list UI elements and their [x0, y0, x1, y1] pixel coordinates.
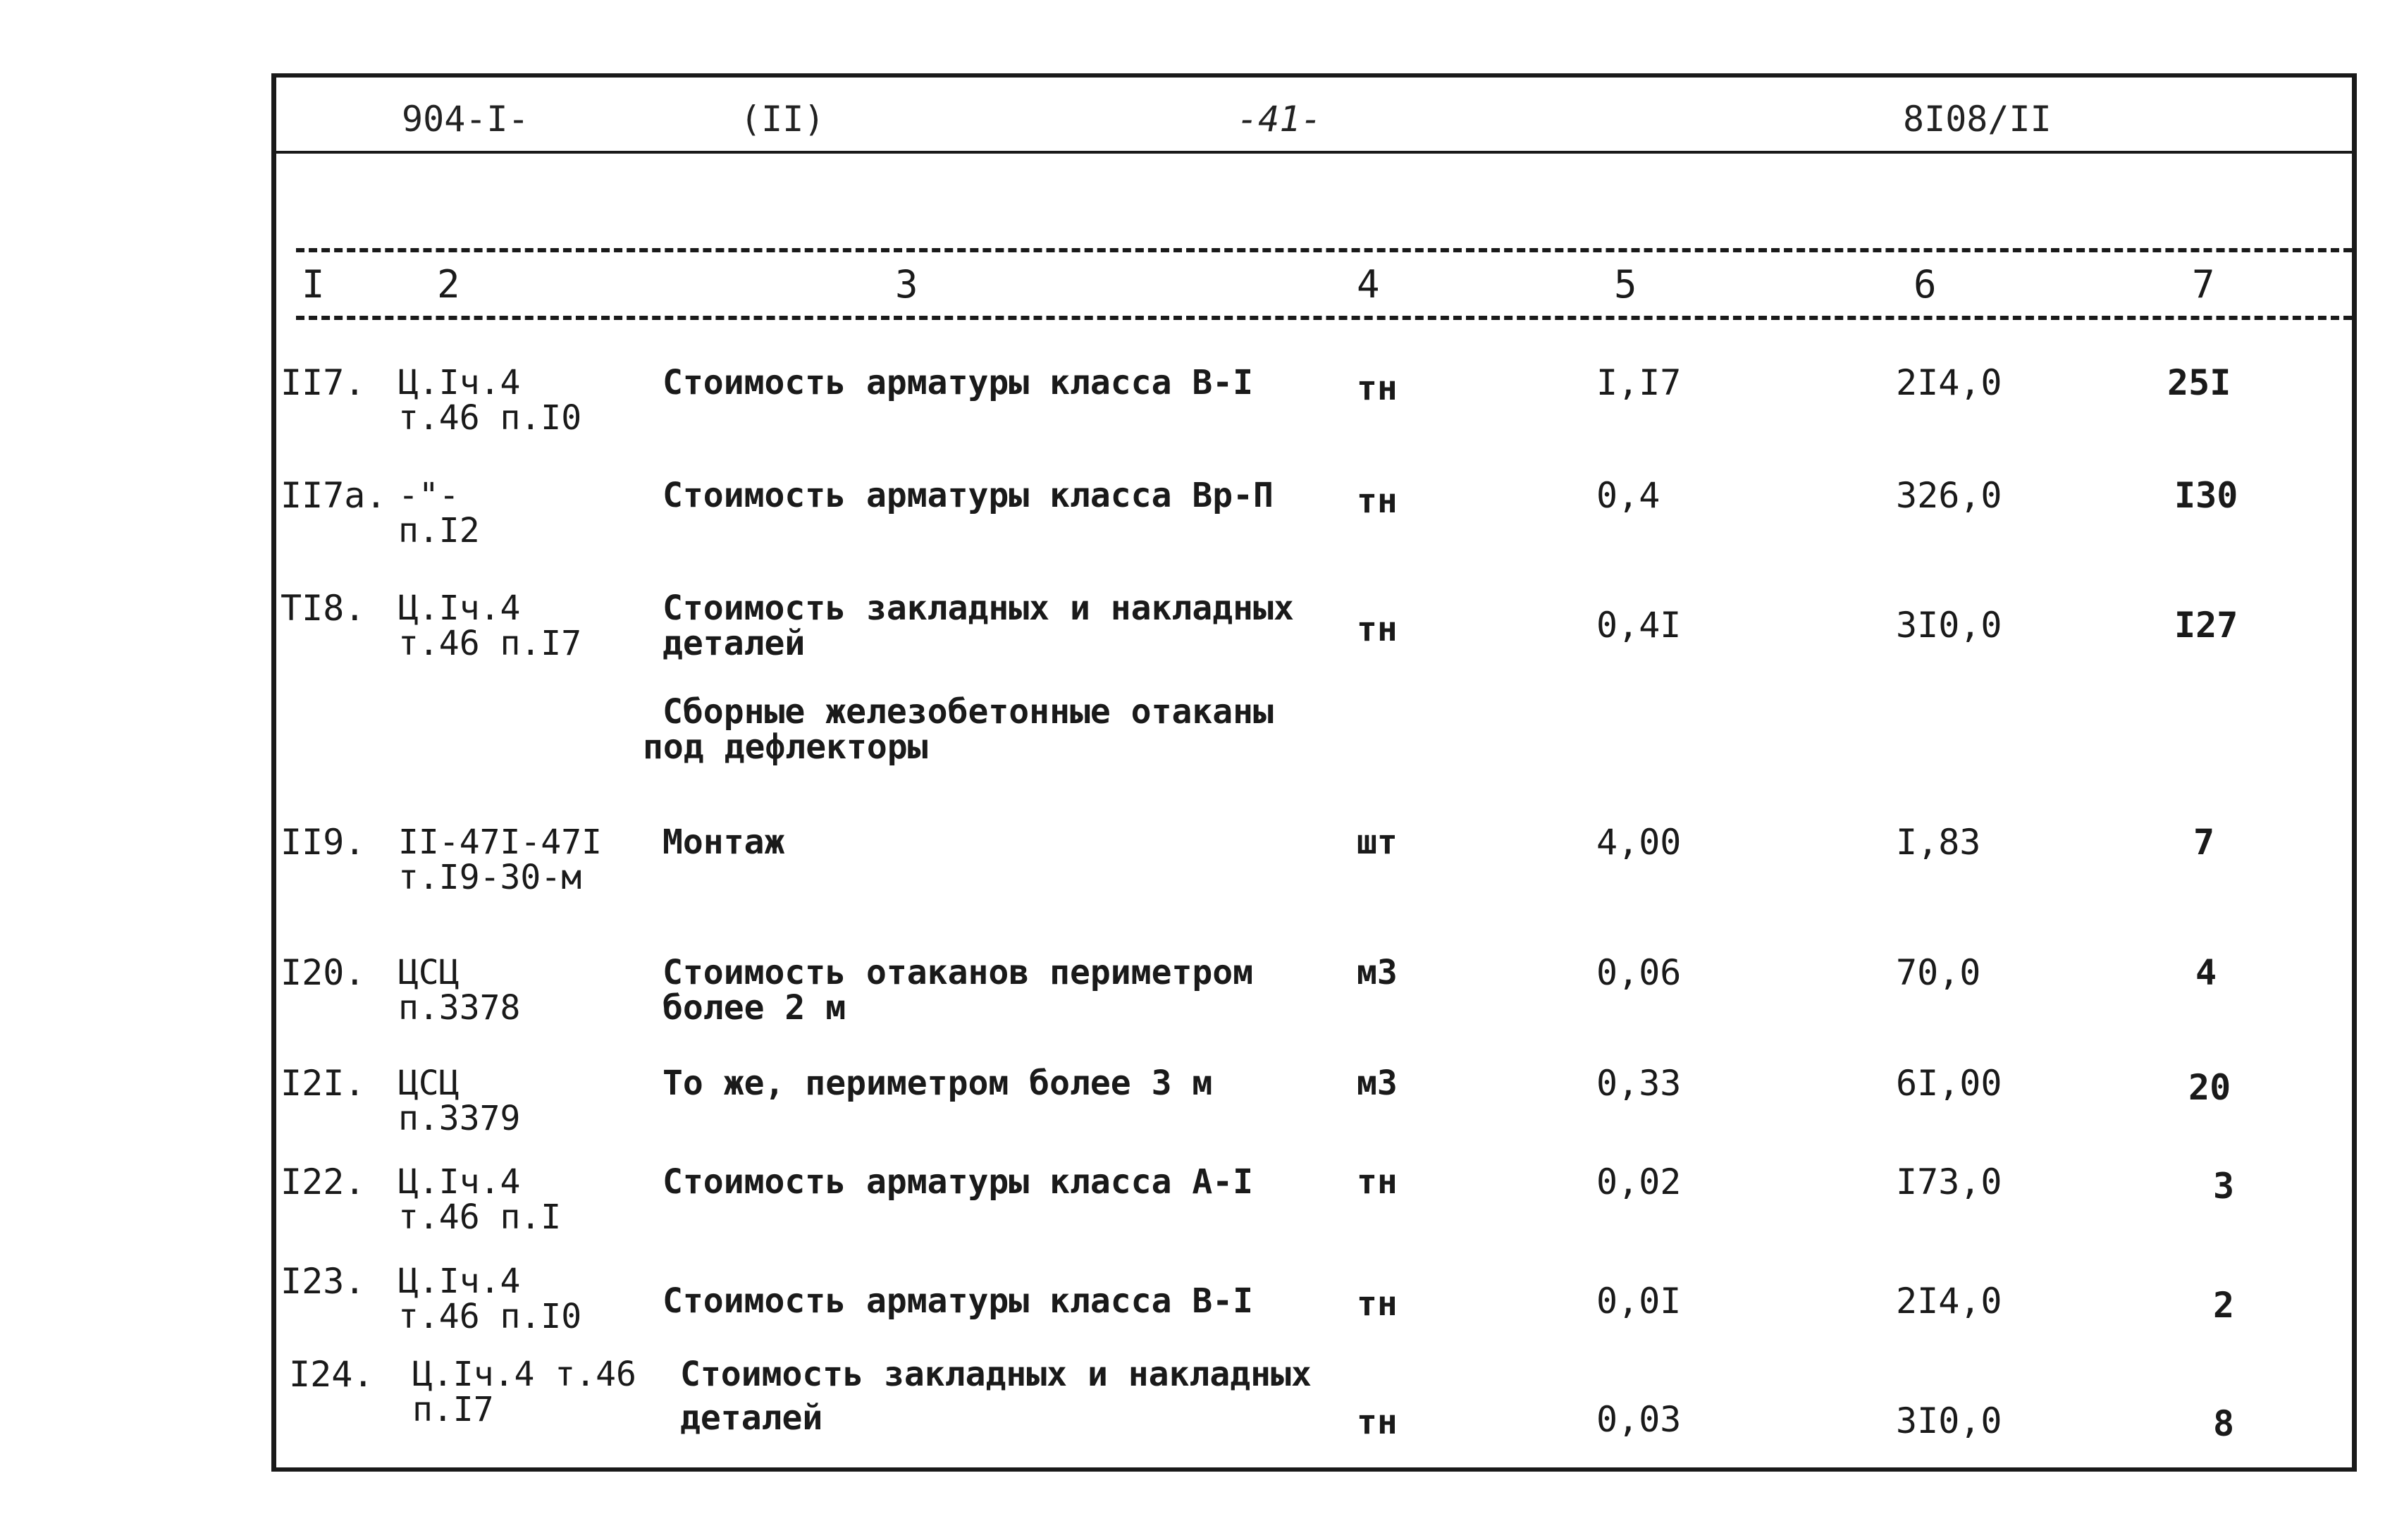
- row-description: [663, 591, 1294, 661]
- description-line: Монтаж: [663, 823, 785, 862]
- reference-line: Ц.Iч.4: [398, 363, 521, 402]
- header-doc-code: 8I08/II: [1903, 99, 2052, 140]
- column-number-6: 6: [1914, 262, 1937, 307]
- row-unit: тн: [1357, 481, 1398, 521]
- row-quantity: 4,00: [1596, 822, 1682, 863]
- row-total: 7: [2193, 822, 2215, 863]
- reference-line: Ц.Iч.4: [398, 1262, 521, 1301]
- frame-top-border: [271, 73, 2357, 78]
- row-description: [663, 1283, 1253, 1319]
- row-reference: [412, 1357, 636, 1427]
- header-page-number: -41-: [1237, 99, 1322, 140]
- description-line: Стоимость закладных и накладных: [680, 1355, 1312, 1394]
- row-price: 2I4,0: [1896, 362, 2002, 403]
- column-header-bottom-rule: [296, 316, 2352, 320]
- reference-line: п.I7: [412, 1390, 494, 1429]
- row-quantity: 0,06: [1596, 952, 1682, 993]
- reference-line: ЦСЦ: [398, 1064, 460, 1103]
- row-total: 2: [2213, 1285, 2235, 1326]
- row-reference: [398, 365, 581, 436]
- column-number-5: 5: [1614, 262, 1637, 307]
- row-price: 3I0,0: [1896, 605, 2002, 646]
- reference-line: т.I9-30-м: [398, 858, 582, 897]
- row-description: [663, 825, 784, 860]
- reference-line: п.3378: [398, 988, 521, 1028]
- row-reference: [398, 953, 521, 1028]
- reference-line: Ц.Iч.4 т.46: [412, 1355, 636, 1394]
- column-number-2: 2: [437, 262, 460, 307]
- description-line: более 2 м: [663, 988, 846, 1028]
- description-line: Стоимость арматуры класса В-I: [663, 363, 1254, 402]
- frame-bottom-border: [271, 1467, 2357, 1472]
- row-reference: [398, 825, 602, 895]
- row-unit: тн: [1357, 369, 1398, 408]
- description-line: Стоимость арматуры класса А-I: [663, 1162, 1254, 1202]
- reference-line: п.3379: [398, 1099, 521, 1138]
- row-total: 8: [2213, 1403, 2235, 1444]
- description-line: То же, периметром более 3 м: [663, 1064, 1213, 1103]
- column-number-7: 7: [2192, 262, 2215, 307]
- reference-line: ЦСЦ: [398, 953, 460, 992]
- header-rule: [276, 151, 2352, 154]
- row-total: 3: [2213, 1166, 2235, 1207]
- description-line: деталей: [663, 624, 806, 663]
- row-price: 3I0,0: [1896, 1400, 2002, 1441]
- section-heading-line: под дефлекторы: [643, 727, 928, 767]
- row-unit: тн: [1357, 1403, 1398, 1442]
- row-quantity: 0,4I: [1596, 605, 1682, 646]
- reference-line: Ц.Iч.4: [398, 589, 521, 628]
- description-line: Стоимость закладных и накладных: [663, 589, 1294, 628]
- row-reference: [398, 591, 581, 661]
- row-description: [663, 1164, 1253, 1200]
- row-unit: шт: [1357, 823, 1398, 862]
- column-number-3: 3: [895, 262, 918, 307]
- row-total: I30: [2174, 475, 2238, 516]
- section-heading-text: [643, 694, 1274, 765]
- row-quantity: 0,33: [1596, 1063, 1682, 1104]
- row-total: I27: [2174, 605, 2238, 646]
- row-price: 6I,00: [1896, 1063, 2002, 1104]
- row-quantity: 0,0I: [1596, 1281, 1682, 1322]
- description-line: Стоимость отаканов периметром: [663, 953, 1254, 992]
- row-reference: [398, 1164, 561, 1235]
- row-reference: [398, 1264, 581, 1334]
- reference-line: II-47I-47I: [398, 823, 602, 862]
- description-line: Стоимость арматуры класса Вр-П: [663, 476, 1274, 515]
- column-number-1: I: [302, 262, 325, 307]
- reference-line: т.46 п.I7: [398, 624, 582, 663]
- row-number: I24.: [289, 1354, 374, 1395]
- row-total: 20: [2188, 1067, 2231, 1108]
- row-reference: [398, 478, 480, 548]
- row-quantity: 0,03: [1596, 1399, 1682, 1440]
- row-total: 25I: [2167, 362, 2231, 403]
- reference-line: п.I2: [398, 511, 480, 550]
- row-number: TI8.: [281, 588, 366, 629]
- row-unit: тн: [1357, 610, 1398, 649]
- row-number: II7.: [281, 362, 366, 403]
- row-price: 326,0: [1896, 475, 2002, 516]
- row-description: [663, 478, 1274, 513]
- row-description: [680, 1357, 1312, 1436]
- reference-line: Ц.Iч.4: [398, 1162, 521, 1202]
- frame-left-border: [271, 73, 276, 1472]
- description-line: деталей: [680, 1398, 823, 1438]
- row-unit: м3: [1357, 953, 1398, 992]
- frame-right-border: [2352, 73, 2357, 1472]
- reference-line: т.46 п.I0: [398, 398, 582, 438]
- row-description: [663, 1066, 1212, 1101]
- row-number: I2I.: [281, 1063, 366, 1104]
- row-number: II7а.: [281, 475, 387, 516]
- column-header-top-rule: [296, 248, 2352, 252]
- row-description: [663, 953, 1254, 1028]
- row-quantity: I,I7: [1596, 362, 1682, 403]
- row-unit: тн: [1357, 1162, 1398, 1202]
- row-number: I23.: [281, 1261, 366, 1302]
- row-price: I73,0: [1896, 1162, 2002, 1202]
- row-reference: [398, 1066, 520, 1136]
- header-series: 904-I-: [402, 99, 529, 140]
- reference-line: т.46 п.I: [398, 1197, 562, 1237]
- section-heading-line: Сборные железобетонные отаканы: [663, 692, 1274, 732]
- row-number: I22.: [281, 1162, 366, 1202]
- row-price: I,83: [1896, 822, 1981, 863]
- row-price: 2I4,0: [1896, 1281, 2002, 1322]
- row-unit: м3: [1357, 1064, 1398, 1103]
- row-quantity: 0,02: [1596, 1162, 1682, 1202]
- row-number: I20.: [281, 952, 366, 993]
- row-price: 70,0: [1896, 952, 1981, 993]
- row-total: 4: [2195, 952, 2217, 993]
- row-number: II9.: [281, 822, 366, 863]
- reference-line: т.46 п.I0: [398, 1297, 582, 1336]
- column-number-4: 4: [1357, 262, 1380, 307]
- row-unit: тн: [1357, 1284, 1398, 1324]
- description-line: Стоимость арматуры класса В-I: [663, 1281, 1254, 1321]
- row-description: [663, 365, 1253, 400]
- row-quantity: 0,4: [1596, 475, 1660, 516]
- header-part: (II): [740, 99, 825, 140]
- reference-line: -"-: [398, 476, 460, 515]
